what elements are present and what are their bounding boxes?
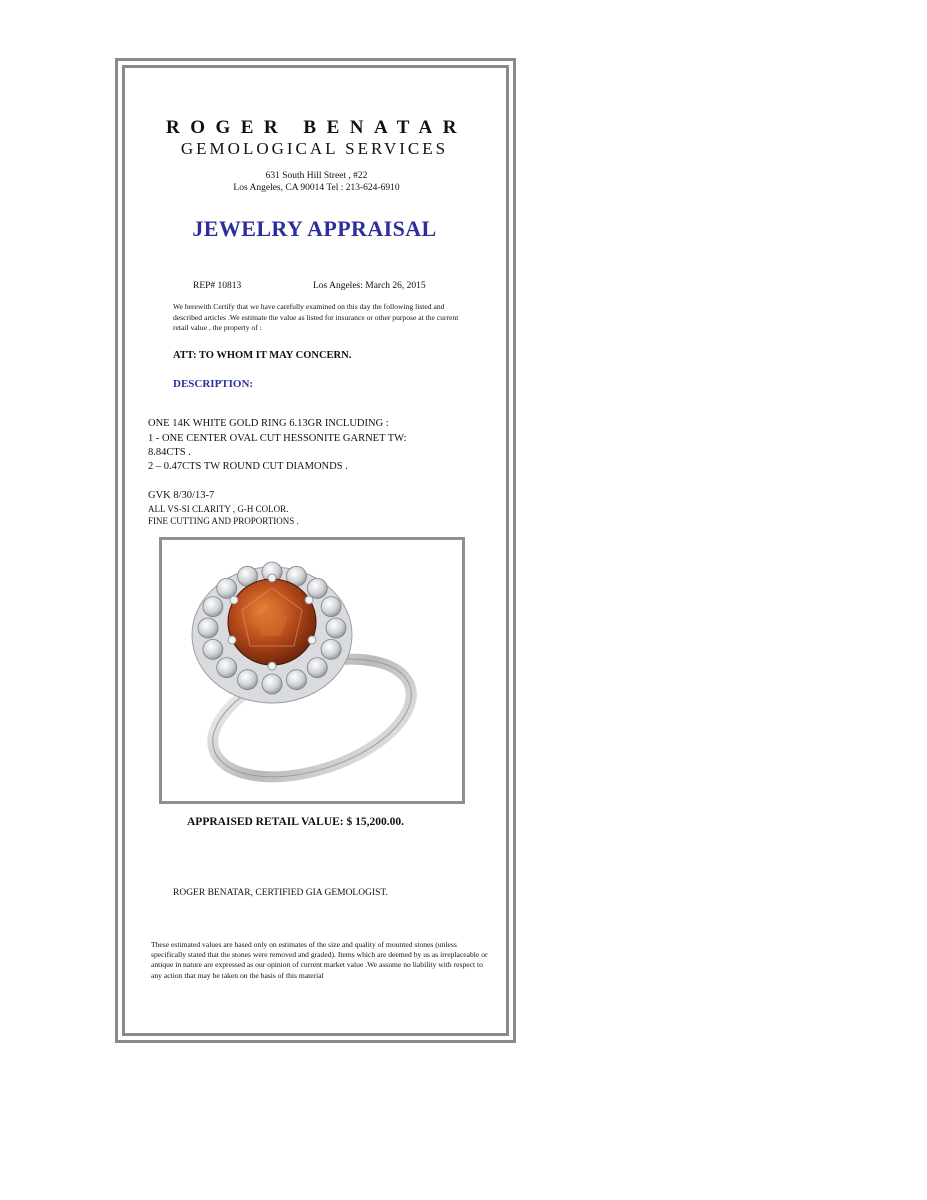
description-line-4: 2 – 0.47CTS TW ROUND CUT DIAMONDS . — [148, 461, 348, 472]
diamond-icon — [217, 578, 237, 598]
address-line-2: Los Angeles, CA 90014 Tel : 213-624-6910 — [233, 183, 400, 193]
certification-text: We herewith Certify that we have carefully examined on this day the following listed and described articles .We estimate the value as listed for insurance or other purpose at the current retail value , the property of : — [173, 302, 459, 332]
diamond-icon — [307, 578, 327, 598]
diamond-icon — [262, 674, 282, 694]
ring-photo — [159, 537, 465, 804]
signature-line: ROGER BENATAR, CERTIFIED GIA GEMOLOGIST. — [173, 888, 388, 898]
company-division: GEMOLOGICAL SERVICES — [180, 139, 449, 158]
diamond-icon — [198, 618, 218, 638]
description-line-2: 1 - ONE CENTER OVAL CUT HESSONITE GARNET TW: — [148, 433, 407, 444]
diamond-icon — [326, 618, 346, 638]
document-title: JEWELRY APPRAISAL — [192, 216, 437, 241]
diamond-icon — [321, 597, 341, 617]
company-name: ROGER BENATAR — [165, 117, 467, 138]
diamond-icon — [203, 639, 223, 659]
place-date: Los Angeles: March 26, 2015 — [313, 281, 426, 291]
disclaimer-text: These estimated values are based only on estimates of the size and quality of mounted stones (unless specifically stated that the stones were removed and graded). Items which are deemed by us as irreplaceable or antique in nature are expressed as our opinion of current market value .We assume no liability with respect to any action that may be taken on the basis of this material — [151, 940, 488, 980]
appraised-value: APPRAISED RETAIL VALUE: $ 15,200.00. — [187, 816, 404, 828]
clarity-line: ALL VS-SI CLARITY , G-H COLOR. — [148, 504, 289, 514]
stock-code: GVK 8/30/13-7 — [148, 490, 215, 501]
diamond-icon — [321, 639, 341, 659]
description-label: DESCRIPTION: — [173, 378, 254, 390]
cutting-line: FINE CUTTING AND PROPORTIONS . — [148, 516, 299, 526]
address-line-1: 631 South Hill Street , #22 — [265, 171, 368, 181]
diamond-icon — [238, 670, 258, 690]
diamond-icon — [287, 670, 307, 690]
diamond-icon — [307, 658, 327, 678]
diamond-icon — [217, 658, 237, 678]
description-line-3: 8.84CTS . — [148, 447, 191, 458]
report-number: REP# 10813 — [193, 281, 242, 291]
attention-line: ATT: TO WHOM IT MAY CONCERN. — [173, 350, 352, 361]
description-line-1: ONE 14K WHITE GOLD RING 6.13GR INCLUDING : — [148, 418, 389, 429]
ring-icon — [162, 540, 462, 801]
diamond-icon — [203, 597, 223, 617]
